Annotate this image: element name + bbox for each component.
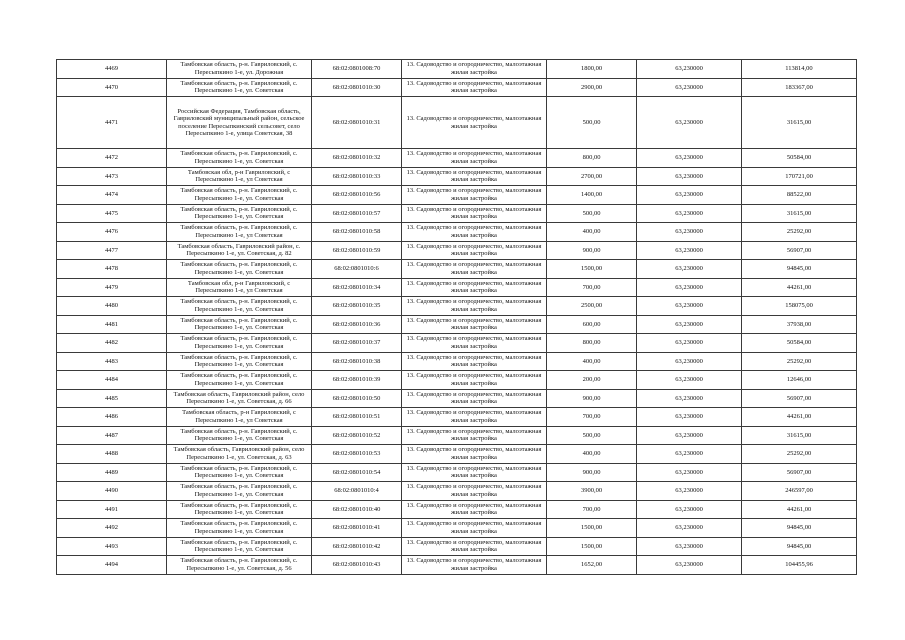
cadastral-number-cell: 68:02:0801010:6 [312,260,402,279]
table-row [57,78,857,97]
specific-value-cell: 63,230000 [637,186,742,205]
land-use-cell: 13. Садоводство и огородничество, малоэтажная жилая застройка [402,556,547,575]
cadastral-number-cell: 68:02:0801010:52 [312,426,402,445]
address-cell: Тамбовская область, р-н. Гавриловский, с. Пересыпкино 1-е, ул. Советская [167,371,312,390]
cadastral-cost-cell: 25292,00 [742,445,857,464]
area-cell: 800,00 [547,149,637,168]
table-row [57,556,857,575]
address-cell: Тамбовская область, Гавриловский район, село Пересыпкино 1-е, ул. Советская, д. 63 [167,445,312,464]
area-cell: 400,00 [547,223,637,242]
cadastral-number-cell: 68:02:0801010:51 [312,408,402,427]
address-cell: Тамбовская область, р-н. Гавриловский, с. Пересыпкино 1-е, ул. Советская [167,297,312,316]
area-cell: 400,00 [547,445,637,464]
specific-value-cell: 63,230000 [637,334,742,353]
area-cell: 500,00 [547,97,637,149]
row-number-cell: 4485 [57,389,167,408]
row-number-cell: 4479 [57,278,167,297]
row-number-cell: 4486 [57,408,167,427]
address-cell: Тамбовская область, р-н Гавриловский, с Пересыпкино 1-е, ул Советская [167,408,312,427]
land-use-cell: 13. Садоводство и огородничество, малоэтажная жилая застройка [402,463,547,482]
cadastral-number-cell: 68:02:0801010:42 [312,537,402,556]
cadastral-cost-cell: 44261,00 [742,278,857,297]
row-number-cell: 4469 [57,60,167,79]
row-number-cell: 4475 [57,204,167,223]
table-row [57,315,857,334]
specific-value-cell: 63,230000 [637,408,742,427]
specific-value-cell: 63,230000 [637,149,742,168]
land-use-cell: 13. Садоводство и огородничество, малоэтажная жилая застройка [402,297,547,316]
specific-value-cell: 63,230000 [637,223,742,242]
table-row [57,167,857,186]
area-cell: 500,00 [547,426,637,445]
cadastral-cost-cell: 50584,00 [742,149,857,168]
land-use-cell: 13. Садоводство и огородничество, малоэтажная жилая застройка [402,223,547,242]
land-use-cell: 13. Садоводство и огородничество, малоэтажная жилая застройка [402,186,547,205]
land-use-cell: 13. Садоводство и огородничество, малоэтажная жилая застройка [402,537,547,556]
land-use-cell: 13. Садоводство и огородничество, малоэтажная жилая застройка [402,278,547,297]
table-row [57,445,857,464]
table-row [57,297,857,316]
specific-value-cell: 63,230000 [637,426,742,445]
area-cell: 2700,00 [547,167,637,186]
address-cell: Тамбовская обл, р-н Гавриловский, с Пересыпкино 1-е, ул Советская [167,167,312,186]
area-cell: 400,00 [547,352,637,371]
area-cell: 700,00 [547,500,637,519]
land-use-cell: 13. Садоводство и огородничество, малоэтажная жилая застройка [402,78,547,97]
row-number-cell: 4480 [57,297,167,316]
area-cell: 2900,00 [547,78,637,97]
cadastral-number-cell: 68:02:0801010:36 [312,315,402,334]
cadastral-number-cell: 68:02:0801010:34 [312,278,402,297]
specific-value-cell: 63,230000 [637,278,742,297]
row-number-cell: 4487 [57,426,167,445]
specific-value-cell: 63,230000 [637,260,742,279]
cadastral-number-cell: 68:02:0801010:53 [312,445,402,464]
specific-value-cell: 63,230000 [637,78,742,97]
area-cell: 800,00 [547,334,637,353]
area-cell: 1400,00 [547,186,637,205]
cadastral-cost-cell: 113814,00 [742,60,857,79]
cadastral-cost-cell: 31615,00 [742,204,857,223]
specific-value-cell: 63,230000 [637,204,742,223]
land-use-cell: 13. Садоводство и огородничество, малоэтажная жилая застройка [402,260,547,279]
row-number-cell: 4473 [57,167,167,186]
cadastral-cost-cell: 158075,00 [742,297,857,316]
cadastral-cost-cell: 25292,00 [742,223,857,242]
land-use-cell: 13. Садоводство и огородничество, малоэтажная жилая застройка [402,482,547,501]
cadastral-cost-cell: 31615,00 [742,97,857,149]
specific-value-cell: 63,230000 [637,445,742,464]
row-number-cell: 4489 [57,463,167,482]
table-row [57,278,857,297]
row-number-cell: 4470 [57,78,167,97]
table-row [57,241,857,260]
address-cell: Тамбовская область, р-н. Гавриловский, с. Пересыпкино 1-е, ул. Советская [167,463,312,482]
area-cell: 500,00 [547,204,637,223]
land-use-cell: 13. Садоводство и огородничество, малоэтажная жилая застройка [402,408,547,427]
table-row [57,426,857,445]
cadastral-number-cell: 68:02:0801010:30 [312,78,402,97]
row-number-cell: 4477 [57,241,167,260]
address-cell: Тамбовская область, Гавриловский район, с. Пересыпкино 1-е, ул. Советская, д. 82 [167,241,312,260]
area-cell: 1500,00 [547,260,637,279]
cadastral-value-table [56,59,857,575]
cadastral-number-cell: 68:02:0801010:58 [312,223,402,242]
area-cell: 1500,00 [547,519,637,538]
address-cell: Тамбовская область, р-н. Гавриловский, с. Пересыпкино 1-е, ул. Советская [167,519,312,538]
cadastral-number-cell: 68:02:0801010:41 [312,519,402,538]
specific-value-cell: 63,230000 [637,482,742,501]
land-use-cell: 13. Садоводство и огородничество, малоэтажная жилая застройка [402,352,547,371]
land-use-cell: 13. Садоводство и огородничество, малоэтажная жилая застройка [402,167,547,186]
land-use-cell: 13. Садоводство и огородничество, малоэтажная жилая застройка [402,149,547,168]
area-cell: 700,00 [547,278,637,297]
specific-value-cell: 63,230000 [637,371,742,390]
table-row [57,352,857,371]
table-row [57,389,857,408]
area-cell: 600,00 [547,315,637,334]
area-cell: 1500,00 [547,537,637,556]
land-use-cell: 13. Садоводство и огородничество, малоэтажная жилая застройка [402,500,547,519]
specific-value-cell: 63,230000 [637,97,742,149]
cadastral-number-cell: 68:02:0801010:43 [312,556,402,575]
table-row [57,408,857,427]
address-cell: Тамбовская область, р-н. Гавриловский, с. Пересыпкино 1-е, ул. Дорожная [167,60,312,79]
table-row [57,60,857,79]
cadastral-cost-cell: 246597,00 [742,482,857,501]
cadastral-number-cell: 68:02:0801010:38 [312,352,402,371]
cadastral-cost-cell: 94845,00 [742,519,857,538]
table-row [57,223,857,242]
row-number-cell: 4478 [57,260,167,279]
specific-value-cell: 63,230000 [637,537,742,556]
specific-value-cell: 63,230000 [637,519,742,538]
land-use-cell: 13. Садоводство и огородничество, малоэтажная жилая застройка [402,204,547,223]
address-cell: Тамбовская область, р-н. Гавриловский, с. Пересыпкино 1-е, ул. Советская [167,186,312,205]
table-row [57,204,857,223]
row-number-cell: 4484 [57,371,167,390]
table-row [57,97,857,149]
specific-value-cell: 63,230000 [637,556,742,575]
cadastral-number-cell: 68:02:0801010:59 [312,241,402,260]
cadastral-number-cell: 68:02:0801010:32 [312,149,402,168]
address-cell: Тамбовская область, р-н. Гавриловский, с. Пересыпкино 1-е, ул. Советская [167,78,312,97]
specific-value-cell: 63,230000 [637,500,742,519]
cadastral-number-cell: 68:02:0801010:56 [312,186,402,205]
row-number-cell: 4490 [57,482,167,501]
cadastral-number-cell: 68:02:0801008:70 [312,60,402,79]
specific-value-cell: 63,230000 [637,352,742,371]
table-row [57,537,857,556]
land-use-cell: 13. Садоводство и огородничество, малоэтажная жилая застройка [402,371,547,390]
specific-value-cell: 63,230000 [637,167,742,186]
address-cell: Тамбовская область, р-н. Гавриловский, с. Пересыпкино 1-е, ул. Советская [167,537,312,556]
cadastral-cost-cell: 44261,00 [742,500,857,519]
row-number-cell: 4492 [57,519,167,538]
address-cell: Тамбовская область, р-н. Гавриловский, с. Пересыпкино 1-е, ул. Советская [167,482,312,501]
table-row [57,149,857,168]
cadastral-cost-cell: 94845,00 [742,260,857,279]
address-cell: Тамбовская область, р-н. Гавриловский, с. Пересыпкино 1-е, ул. Советская [167,352,312,371]
cadastral-cost-cell: 50584,00 [742,334,857,353]
land-use-cell: 13. Садоводство и огородничество, малоэтажная жилая застройка [402,334,547,353]
address-cell: Тамбовская область, р-н. Гавриловский, с. Пересыпкино 1-е, ул Советская [167,223,312,242]
cadastral-cost-cell: 25292,00 [742,352,857,371]
cadastral-cost-cell: 31615,00 [742,426,857,445]
cadastral-number-cell: 68:02:0801010:35 [312,297,402,316]
area-cell: 900,00 [547,389,637,408]
row-number-cell: 4488 [57,445,167,464]
area-cell: 2500,00 [547,297,637,316]
row-number-cell: 4471 [57,97,167,149]
cadastral-number-cell: 68:02:0801010:39 [312,371,402,390]
land-use-cell: 13. Садоводство и огородничество, малоэтажная жилая застройка [402,97,547,149]
address-cell: Тамбовская область, р-н. Гавриловский, с. Пересыпкино 1-е, ул. Советская [167,426,312,445]
cadastral-cost-cell: 44261,00 [742,408,857,427]
table-row [57,334,857,353]
cadastral-cost-cell: 94845,00 [742,537,857,556]
cadastral-number-cell: 68:02:0801010:54 [312,463,402,482]
row-number-cell: 4472 [57,149,167,168]
cadastral-cost-cell: 56907,00 [742,463,857,482]
specific-value-cell: 63,230000 [637,241,742,260]
area-cell: 700,00 [547,408,637,427]
cadastral-cost-cell: 56907,00 [742,241,857,260]
cadastral-cost-cell: 37938,00 [742,315,857,334]
land-use-cell: 13. Садоводство и огородничество, малоэтажная жилая застройка [402,315,547,334]
cadastral-cost-cell: 183367,00 [742,78,857,97]
land-use-cell: 13. Садоводство и огородничество, малоэтажная жилая застройка [402,241,547,260]
table-body [57,60,857,575]
cadastral-number-cell: 68:02:0801010:33 [312,167,402,186]
area-cell: 900,00 [547,463,637,482]
address-cell: Российская Федерация, Тамбовская область, Гавриловский муниципальный район, сельское поселение Пересыпкинский сельсовет, село Пересыпкино 1-е, улица Советская, 38 [167,97,312,149]
table-row [57,482,857,501]
specific-value-cell: 63,230000 [637,60,742,79]
land-use-cell: 13. Садоводство и огородничество, малоэтажная жилая застройка [402,426,547,445]
row-number-cell: 4491 [57,500,167,519]
address-cell: Тамбовская область, р-н. Гавриловский, с. Пересыпкино 1-е, ул. Советская [167,334,312,353]
area-cell: 900,00 [547,241,637,260]
table-row [57,186,857,205]
address-cell: Тамбовская область, р-н. Гавриловский, с. Пересыпкино 1-е, ул. Советская [167,149,312,168]
table-row [57,260,857,279]
table-row [57,371,857,390]
cadastral-number-cell: 68:02:0801010:40 [312,500,402,519]
row-number-cell: 4483 [57,352,167,371]
cadastral-cost-cell: 12646,00 [742,371,857,390]
row-number-cell: 4482 [57,334,167,353]
row-number-cell: 4494 [57,556,167,575]
specific-value-cell: 63,230000 [637,315,742,334]
cadastral-cost-cell: 170721,00 [742,167,857,186]
specific-value-cell: 63,230000 [637,389,742,408]
table-row [57,519,857,538]
area-cell: 3900,00 [547,482,637,501]
address-cell: Тамбовская область, Гавриловский район, село Пересыпкино 1-е, ул. Советская, д. 66 [167,389,312,408]
row-number-cell: 4476 [57,223,167,242]
row-number-cell: 4493 [57,537,167,556]
area-cell: 1652,00 [547,556,637,575]
address-cell: Тамбовская область, р-н. Гавриловский, с. Пересыпкино 1-е, ул. Советская [167,315,312,334]
address-cell: Тамбовская область, р-н. Гавриловский, с. Пересыпкино 1-е, ул. Советская, д. 56 [167,556,312,575]
specific-value-cell: 63,230000 [637,463,742,482]
land-use-cell: 13. Садоводство и огородничество, малоэтажная жилая застройка [402,60,547,79]
cadastral-number-cell: 68:02:0801010:4 [312,482,402,501]
address-cell: Тамбовская область, р-н. Гавриловский, с. Пересыпкино 1-е, ул. Советская [167,204,312,223]
address-cell: Тамбовская область, р-н. Гавриловский, с. Пересыпкино 1-е, ул. Советская [167,260,312,279]
cadastral-cost-cell: 56907,00 [742,389,857,408]
area-cell: 1800,00 [547,60,637,79]
specific-value-cell: 63,230000 [637,297,742,316]
address-cell: Тамбовская обл, р-н Гавриловский, с Пересыпкино 1-е, ул Советская [167,278,312,297]
land-use-cell: 13. Садоводство и огородничество, малоэтажная жилая застройка [402,519,547,538]
area-cell: 200,00 [547,371,637,390]
row-number-cell: 4474 [57,186,167,205]
land-use-cell: 13. Садоводство и огородничество, малоэтажная жилая застройка [402,389,547,408]
table-row [57,463,857,482]
cadastral-number-cell: 68:02:0801010:50 [312,389,402,408]
table-row [57,500,857,519]
cadastral-number-cell: 68:02:0801010:37 [312,334,402,353]
land-use-cell: 13. Садоводство и огородничество, малоэтажная жилая застройка [402,445,547,464]
cadastral-cost-cell: 88522,00 [742,186,857,205]
cadastral-cost-cell: 104455,96 [742,556,857,575]
cadastral-number-cell: 68:02:0801010:57 [312,204,402,223]
cadastral-number-cell: 68:02:0801010:31 [312,97,402,149]
row-number-cell: 4481 [57,315,167,334]
address-cell: Тамбовская область, р-н. Гавриловский, с. Пересыпкино 1-е, ул. Советская [167,500,312,519]
